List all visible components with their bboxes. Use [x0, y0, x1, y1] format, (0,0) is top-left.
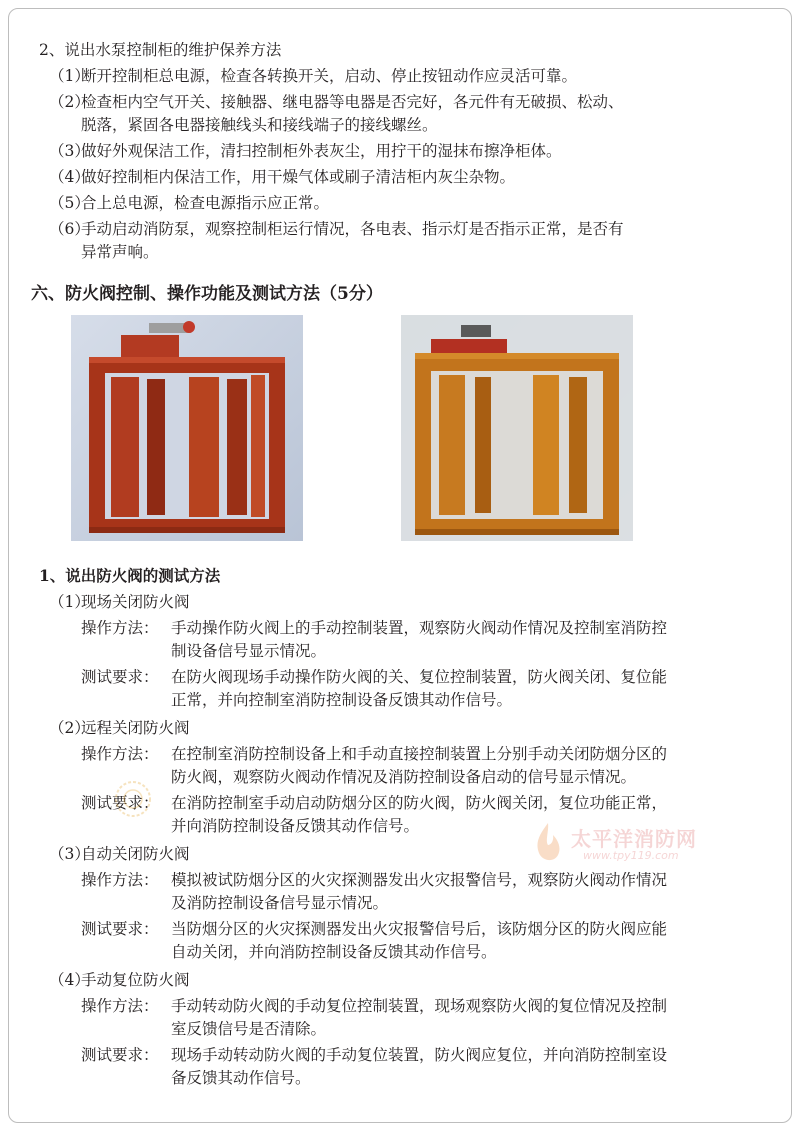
list-item: （1）断开控制柜总电源，检查各转换开关，启动、停止按钮动作应灵活可靠。 — [49, 67, 578, 85]
list-item-title: （2）远程关闭防火阀 — [49, 719, 190, 737]
method-continuation: 防火阀，观察防火阀动作情况及消防控制设备启动的信号显示情况。 — [171, 768, 637, 786]
method-continuation: 制设备信号显示情况。 — [171, 642, 327, 660]
fire-damper-photo — [71, 315, 303, 541]
requirement-continuation: 并向消防控制设备反馈其动作信号。 — [171, 817, 420, 835]
list-item: （6）手动启动消防泵，观察控制柜运行情况，各电表、指示灯是否指示正常，是否有 — [49, 220, 624, 238]
method-line: 操作方法： 手动操作防火阀上的手动控制装置，观察防火阀动作情况及控制室消防控 — [81, 619, 668, 637]
watermark-name: 太平洋消防网 — [571, 827, 697, 851]
requirement-line: 测试要求： 当防烟分区的火灾探测器发出火灾报警信号后，该防烟分区的防火阀应能 — [81, 920, 668, 938]
requirement-continuation: 正常，并向控制室消防控制设备反馈其动作信号。 — [171, 691, 513, 709]
list-item-title: （1）现场关闭防火阀 — [49, 593, 190, 611]
list-item-continuation: 异常声响。 — [81, 243, 159, 261]
requirement-line: 测试要求： 在消防控制室手动启动防烟分区的防火阀，防火阀关闭，复位功能正常， — [81, 794, 668, 812]
section-heading: 2、说出水泵控制柜的维护保养方法 — [39, 41, 282, 59]
watermark-url: www.tpy119.com — [583, 849, 679, 862]
requirement-continuation: 备反馈其动作信号。 — [171, 1069, 311, 1087]
watermark — [531, 821, 741, 867]
requirement-continuation: 自动关闭，并向消防控制设备反馈其动作信号。 — [171, 943, 497, 961]
document-page — [8, 8, 792, 1123]
list-item: （4）做好控制柜内保洁工作，用干燥气体或刷子清洁柜内灰尘杂物。 — [49, 168, 516, 186]
fire-damper-photo-drawing — [71, 315, 303, 541]
flame-logo-icon — [531, 821, 565, 865]
list-item-title: （4）手动复位防火阀 — [49, 971, 190, 989]
requirement-line: 测试要求： 在防火阀现场手动操作防火阀的关、复位控制装置，防火阀关闭、复位能 — [81, 668, 668, 686]
list-item: （2）检查柜内空气开关、接触器、继电器等电器是否完好，各元件有无破损、松动、 — [49, 93, 624, 111]
method-line: 操作方法： 手动转动防火阀的手动复位控制装置，现场观察防火阀的复位情况及控制 — [81, 997, 668, 1015]
list-item-title: （3）自动关闭防火阀 — [49, 845, 190, 863]
list-item: （3）做好外观保洁工作，清扫控制柜外表灰尘，用拧干的湿抹布擦净柜体。 — [49, 142, 562, 160]
section-title: 六、防火阀控制、操作功能及测试方法（5分） — [31, 284, 383, 304]
method-line: 操作方法： 模拟被试防烟分区的火灾探测器发出火灾报警信号，观察防火阀动作情况 — [81, 871, 668, 889]
method-continuation: 室反馈信号是否清除。 — [171, 1020, 327, 1038]
fire-damper-photo-drawing — [401, 315, 633, 541]
method-line: 操作方法： 在控制室消防控制设备上和手动直接控制装置上分别手动关闭防烟分区的 — [81, 745, 668, 763]
requirement-line: 测试要求： 现场手动转动防火阀的手动复位装置，防火阀应复位，并向消防控制室设 — [81, 1046, 668, 1064]
sub-heading: 1、说出防火阀的测试方法 — [39, 566, 221, 585]
fire-damper-photo — [401, 315, 633, 541]
method-continuation: 及消防控制设备信号显示情况。 — [171, 894, 389, 912]
seal-icon — [113, 779, 153, 819]
list-item: （5）合上总电源，检查电源指示应正常。 — [49, 194, 330, 212]
list-item-continuation: 脱落，紧固各电器接触线头和接线端子的接线螺丝。 — [81, 116, 438, 134]
